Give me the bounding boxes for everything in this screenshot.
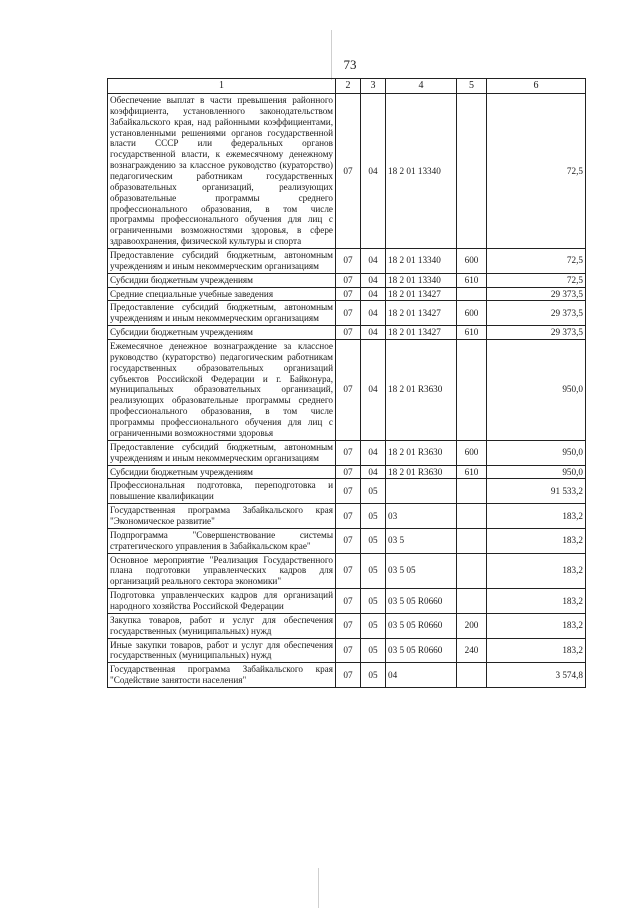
table-body (108, 94, 586, 688)
cell-name: Подготовка управленческих кадров для организаций народного хозяйства Российской Федерации (108, 589, 336, 614)
table-row (108, 326, 586, 340)
table-row (108, 301, 586, 326)
cell-name: Государственная программа Забайкальского края "Содействие занятости населения" (108, 663, 336, 688)
cell-expense-type: 200 (457, 613, 487, 638)
cell-section: 07 (336, 479, 361, 504)
cell-amount: 29 373,5 (487, 326, 586, 340)
cell-subsection: 04 (361, 465, 386, 479)
cell-section: 07 (336, 287, 361, 301)
cell-name: Подпрограмма "Совершенствование системы стратегического управления в Забайкальском крае" (108, 528, 336, 553)
cell-subsection: 05 (361, 613, 386, 638)
table-header-row (108, 79, 586, 94)
cell-amount: 950,0 (487, 440, 586, 465)
cell-subsection: 04 (361, 94, 386, 249)
table-row (108, 273, 586, 287)
cell-target-article: 18 2 01 13340 (386, 249, 457, 274)
cell-amount: 183,2 (487, 504, 586, 529)
cell-subsection: 05 (361, 589, 386, 614)
cell-amount: 183,2 (487, 613, 586, 638)
cell-target-article: 03 (386, 504, 457, 529)
table-row (108, 340, 586, 441)
table-row (108, 287, 586, 301)
cell-expense-type (457, 528, 487, 553)
cell-expense-type (457, 589, 487, 614)
scan-fold-line (331, 30, 332, 80)
cell-amount: 29 373,5 (487, 287, 586, 301)
cell-name: Субсидии бюджетным учреждениям (108, 326, 336, 340)
cell-name: Основное мероприятие "Реализация Государственного плана подготовки управленческих кадров для организаций реального сектора экономики" (108, 553, 336, 589)
cell-subsection: 04 (361, 326, 386, 340)
cell-expense-type (457, 553, 487, 589)
scan-fold-line (318, 868, 319, 908)
column-header-name: 1 (108, 79, 336, 94)
cell-section: 07 (336, 249, 361, 274)
table-row (108, 528, 586, 553)
cell-section: 07 (336, 440, 361, 465)
cell-subsection: 04 (361, 340, 386, 441)
cell-subsection: 05 (361, 553, 386, 589)
table-row (108, 613, 586, 638)
cell-amount: 3 574,8 (487, 663, 586, 688)
cell-amount: 183,2 (487, 528, 586, 553)
table-row (108, 638, 586, 663)
cell-name: Предоставление субсидий бюджетным, автономным учреждениям и иным некоммерческим организациям (108, 301, 336, 326)
table-row (108, 479, 586, 504)
cell-expense-type: 600 (457, 249, 487, 274)
cell-section: 07 (336, 528, 361, 553)
cell-expense-type: 610 (457, 273, 487, 287)
cell-amount: 950,0 (487, 465, 586, 479)
cell-target-article: 18 2 01 13340 (386, 273, 457, 287)
budget-table (107, 78, 586, 688)
cell-subsection: 04 (361, 273, 386, 287)
column-header-target-article: 4 (386, 79, 457, 94)
cell-subsection: 05 (361, 638, 386, 663)
cell-target-article: 18 2 01 13427 (386, 301, 457, 326)
column-header-expense-type: 5 (457, 79, 487, 94)
cell-target-article: 03 5 05 R0660 (386, 589, 457, 614)
table-row (108, 249, 586, 274)
cell-expense-type: 610 (457, 465, 487, 479)
cell-target-article: 03 5 (386, 528, 457, 553)
cell-subsection: 04 (361, 440, 386, 465)
page-number: 73 (343, 57, 357, 72)
cell-name: Ежемесячное денежное вознаграждение за классное руководство (кураторство) педагогическим работникам государственных образовательных организаций субъектов Российской Федерации и г. Байконура, муниципальных образовательных организаций, реализующих образовательные программы среднего профессионального образования, в том числе программы профессионального обучения для лиц с ограниченными возможностями здоровья (108, 340, 336, 441)
cell-target-article: 18 2 01 13340 (386, 94, 457, 249)
cell-subsection: 04 (361, 301, 386, 326)
cell-section: 07 (336, 94, 361, 249)
cell-amount: 72,5 (487, 94, 586, 249)
table-row (108, 94, 586, 249)
cell-expense-type (457, 479, 487, 504)
table-row (108, 663, 586, 688)
cell-expense-type (457, 287, 487, 301)
cell-target-article: 18 2 01 13427 (386, 326, 457, 340)
cell-section: 07 (336, 326, 361, 340)
cell-name: Обеспечение выплат в части превышения районного коэффициента, установленного законодательством Забайкальского края, над районными коэффициентами, установленными решениями органов государственной власти СССР или федеральных органов государственной власти, к ежемесячному денежному вознаграждению за классное руководство (кураторство) педагогическим работникам государственных образовательных организаций, реализующих образовательные программы среднего профессионального образования, в том числе программы профессионального обучения для лиц с ограниченными возможностями здоровья, в сфере здравоохранения, физической культуры и спорта (108, 94, 336, 249)
cell-name: Профессиональная подготовка, переподготовка и повышение квалификации (108, 479, 336, 504)
cell-section: 07 (336, 613, 361, 638)
cell-subsection: 04 (361, 249, 386, 274)
cell-expense-type (457, 340, 487, 441)
cell-expense-type (457, 94, 487, 249)
cell-section: 07 (336, 638, 361, 663)
table-row (108, 504, 586, 529)
cell-target-article: 18 2 01 R3630 (386, 340, 457, 441)
cell-name: Государственная программа Забайкальского края "Экономическое развитие" (108, 504, 336, 529)
cell-name: Предоставление субсидий бюджетным, автономным учреждениям и иным некоммерческим организациям (108, 440, 336, 465)
table-row (108, 553, 586, 589)
cell-amount: 183,2 (487, 638, 586, 663)
cell-expense-type (457, 504, 487, 529)
cell-name: Закупка товаров, работ и услуг для обеспечения государственных (муниципальных) нужд (108, 613, 336, 638)
cell-amount: 950,0 (487, 340, 586, 441)
cell-target-article: 18 2 01 R3630 (386, 440, 457, 465)
table-row (108, 589, 586, 614)
table-row (108, 440, 586, 465)
cell-section: 07 (336, 273, 361, 287)
cell-section: 07 (336, 301, 361, 326)
cell-name: Иные закупки товаров, работ и услуг для обеспечения государственных (муниципальных) нужд (108, 638, 336, 663)
column-header-subsection: 3 (361, 79, 386, 94)
cell-expense-type: 610 (457, 326, 487, 340)
cell-name: Субсидии бюджетным учреждениям (108, 465, 336, 479)
cell-subsection: 05 (361, 504, 386, 529)
column-header-section: 2 (336, 79, 361, 94)
cell-target-article: 18 2 01 13427 (386, 287, 457, 301)
cell-amount: 91 533,2 (487, 479, 586, 504)
cell-expense-type: 240 (457, 638, 487, 663)
cell-amount: 29 373,5 (487, 301, 586, 326)
cell-target-article: 04 (386, 663, 457, 688)
cell-subsection: 05 (361, 528, 386, 553)
cell-section: 07 (336, 589, 361, 614)
column-header-amount: 6 (487, 79, 586, 94)
cell-section: 07 (336, 340, 361, 441)
cell-expense-type: 600 (457, 440, 487, 465)
cell-subsection: 04 (361, 287, 386, 301)
cell-name: Субсидии бюджетным учреждениям (108, 273, 336, 287)
cell-target-article: 03 5 05 R0660 (386, 638, 457, 663)
cell-amount: 183,2 (487, 553, 586, 589)
cell-target-article: 03 5 05 (386, 553, 457, 589)
cell-name: Средние специальные учебные заведения (108, 287, 336, 301)
cell-target-article: 03 5 05 R0660 (386, 613, 457, 638)
cell-amount: 72,5 (487, 249, 586, 274)
cell-amount: 72,5 (487, 273, 586, 287)
cell-section: 07 (336, 465, 361, 479)
cell-expense-type (457, 663, 487, 688)
cell-expense-type: 600 (457, 301, 487, 326)
cell-subsection: 05 (361, 663, 386, 688)
cell-name: Предоставление субсидий бюджетным, автономным учреждениям и иным некоммерческим организациям (108, 249, 336, 274)
cell-section: 07 (336, 504, 361, 529)
cell-amount: 183,2 (487, 589, 586, 614)
cell-section: 07 (336, 553, 361, 589)
cell-section: 07 (336, 663, 361, 688)
cell-subsection: 05 (361, 479, 386, 504)
cell-target-article: 18 2 01 R3630 (386, 465, 457, 479)
table-row (108, 465, 586, 479)
cell-target-article (386, 479, 457, 504)
